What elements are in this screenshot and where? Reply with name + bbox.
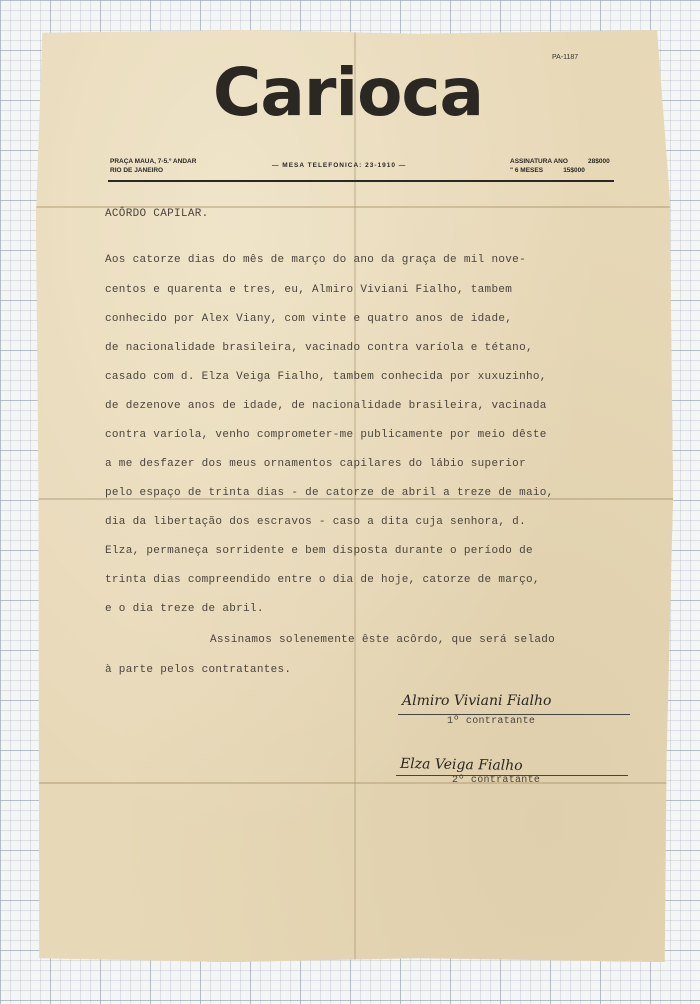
subscription-six [510,166,610,175]
subscription-year-label: ASSINATURA ANO [510,158,568,165]
letterhead-address [110,157,196,175]
letterhead-phone: — MESA TELEFONICA: 23-1910 — [272,162,407,169]
signature-2-role: 2º contratante [452,775,541,786]
letter-line: Aos catorze dias do mês de março do ano da graça de mil nove- [105,254,526,266]
letter-line: pelo espaço de trinta dias - de catorze de abril a treze de maio, [105,487,554,499]
closing-line: Assinamos solenemente êste acôrdo, que será selado [210,634,556,646]
letter-line: conhecido por Alex Viany, com vinte e quatro anos de idade, [105,313,513,325]
letter-line: a me desfazer dos meus ornamentos capilares do lábio superior [105,458,526,470]
signature-line [398,714,630,715]
letter-line: dia da libertação dos escravos - caso a dita cuja senhora, d. [105,516,526,528]
letterhead-logo: Carioca [212,54,484,131]
letterhead-subscription [510,157,610,175]
subscription-six-label: " 6 MESES [510,167,544,174]
letter-line: Elza, permaneça sorridente e bem disposta durante o período de [105,545,533,557]
letter-line: de dezenove anos de idade, de nacionalidade brasileira, vacinada [105,400,547,412]
letterhead-rule [108,180,614,182]
subscription-year [510,157,610,166]
letter-title: ACÔRDO CAPILAR. [105,208,209,220]
signature-2: Elza Veiga Fialho [399,755,523,775]
address-city: RIO DE JANEIRO [110,167,164,174]
letter-line: de nacionalidade brasileira, vacinado contra varíola e tétano, [105,342,533,354]
subscription-year-value: 28$000 [588,158,610,165]
address-line: PRAÇA MAUA, 7-5.º ANDAR [110,158,197,165]
closing-line: à parte pelos contratantes. [105,664,292,676]
signature-1: Almiro Viviani Fialho [402,693,552,709]
document-code: PA-1187 [552,54,579,61]
letter-line: centos e quarenta e tres, eu, Almiro Viviani Fialho, tambem [105,284,513,296]
signature-1-role: 1º contratante [447,716,536,727]
letter-line: e o dia treze de abril. [105,603,264,615]
subscription-six-value: 15$000 [563,167,585,174]
letter-line: casado com d. Elza Veiga Fialho, tambem conhecida por xuxuzinho, [105,371,547,383]
letter-line: contra varíola, venho comprometer-me publicamente por meio dêste [105,429,547,441]
letter-line: trinta dias compreendido entre o dia de hoje, catorze de março, [105,574,540,586]
